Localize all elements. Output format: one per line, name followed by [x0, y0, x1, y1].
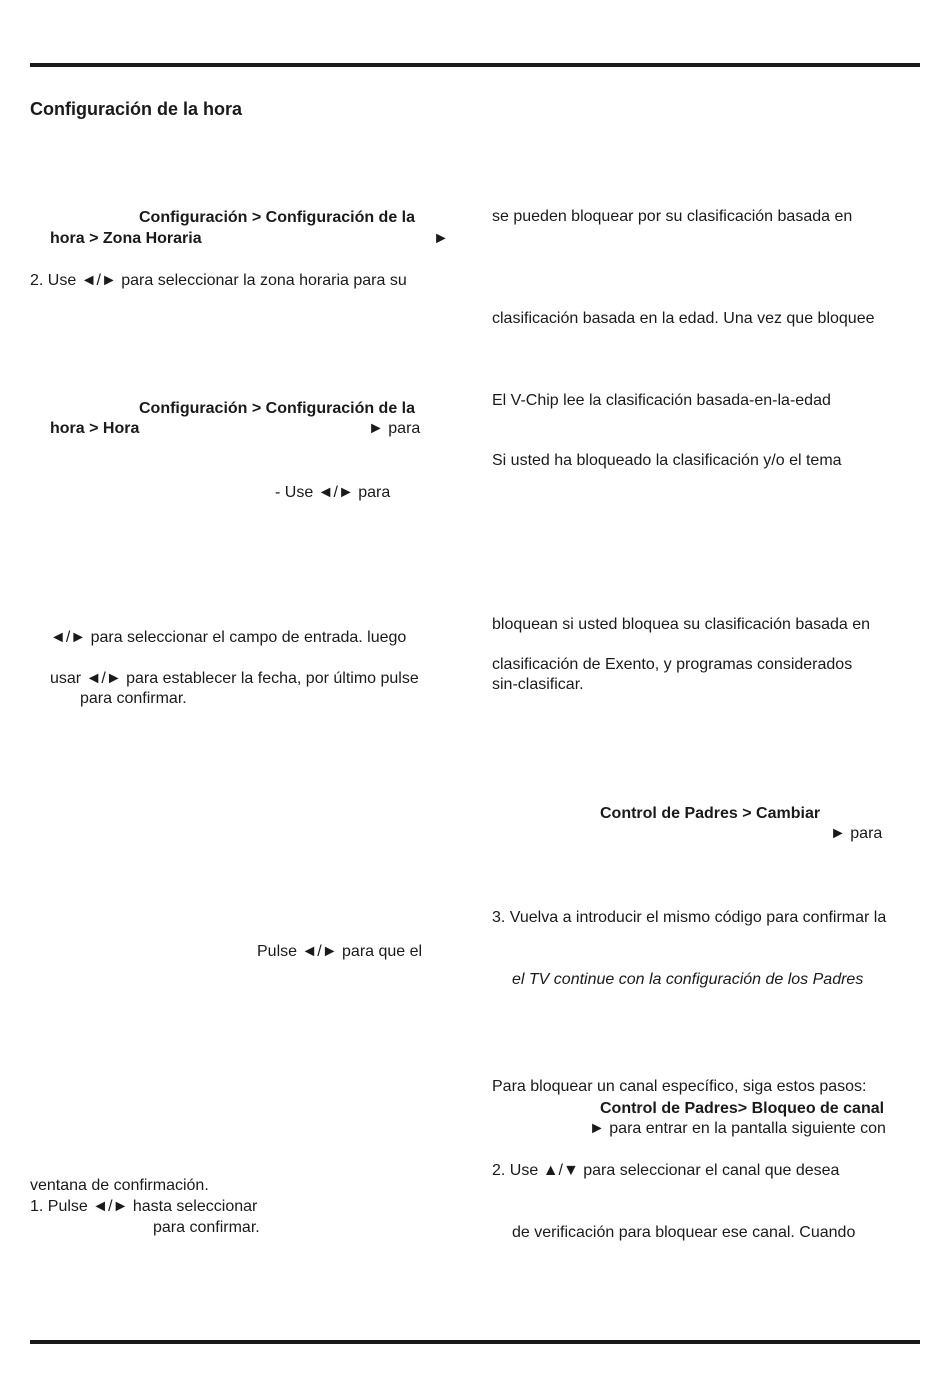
- section-title: Configuración de la hora: [30, 99, 243, 119]
- rating-text-2: clasificación basada en la edad. Una vez que bloquee: [492, 310, 875, 327]
- rating-text-1: se pueden bloquear por su clasificación basada en: [492, 208, 853, 225]
- italic-note: el TV continue con la configuración de los Padres: [512, 971, 864, 988]
- step-3-text: 3. Vuelva a introducir el mismo código para confirmar la: [492, 909, 887, 926]
- channel-step-2: 2. Use ▲/▼ para seleccionar el canal que desea: [492, 1162, 840, 1179]
- exempt-rating-text: clasificación de Exento, y programas considerados: [492, 656, 853, 673]
- verify-text: de verificación para bloquear ese canal. Cuando: [512, 1224, 856, 1241]
- time-menu-path-line2: hora > Hora: [50, 420, 140, 437]
- parents-change-path: Control de Padres > Cambiar: [600, 805, 821, 822]
- block-channel-path: Control de Padres> Bloqueo de canal: [600, 1100, 885, 1117]
- confirm-window-text: ventana de confirmación.: [30, 1177, 209, 1194]
- pulse-arrows-text: Pulse ◄/► para que el: [257, 943, 423, 960]
- timezone-menu-path-line2: hora > Zona Horaria: [50, 230, 202, 247]
- unrated-text: sin-clasificar.: [492, 676, 584, 693]
- vchip-text: El V-Chip lee la clasificación basada-en-la-edad: [492, 392, 831, 409]
- block-channel-intro: Para bloquear un canal específico, siga estos pasos:: [492, 1078, 867, 1095]
- select-field-text: ◄/► para seleccionar el campo de entrada. luego: [50, 629, 407, 646]
- confirm-text-1: para confirmar.: [80, 690, 187, 707]
- change-arrow-para: ► para: [830, 825, 883, 842]
- pulse-select-step: 1. Pulse ◄/► hasta seleccionar: [30, 1198, 258, 1215]
- time-menu-path-line1: Configuración > Configuración de la: [139, 400, 416, 417]
- set-date-text: usar ◄/► para establecer la fecha, por último pulse: [50, 670, 419, 687]
- block-rating-text: bloquean si usted bloquea su clasificación basada en: [492, 616, 871, 633]
- block-enter-text: ► para entrar en la pantalla siguiente con: [589, 1120, 886, 1137]
- timezone-menu-path-line1: Configuración > Configuración de la: [139, 209, 416, 226]
- bottom-rule: [30, 1340, 920, 1344]
- timezone-step-2: 2. Use ◄/► para seleccionar la zona horaria para su: [30, 272, 407, 289]
- time-arrow-para: ► para: [368, 420, 421, 437]
- use-arrows-para: - Use ◄/► para: [275, 484, 391, 501]
- top-rule: [30, 63, 920, 67]
- blocked-rating-text: Si usted ha bloqueado la clasificación y/o el tema: [492, 452, 842, 469]
- confirm-text-2: para confirmar.: [153, 1219, 260, 1236]
- right-arrow-icon: ►: [433, 230, 449, 247]
